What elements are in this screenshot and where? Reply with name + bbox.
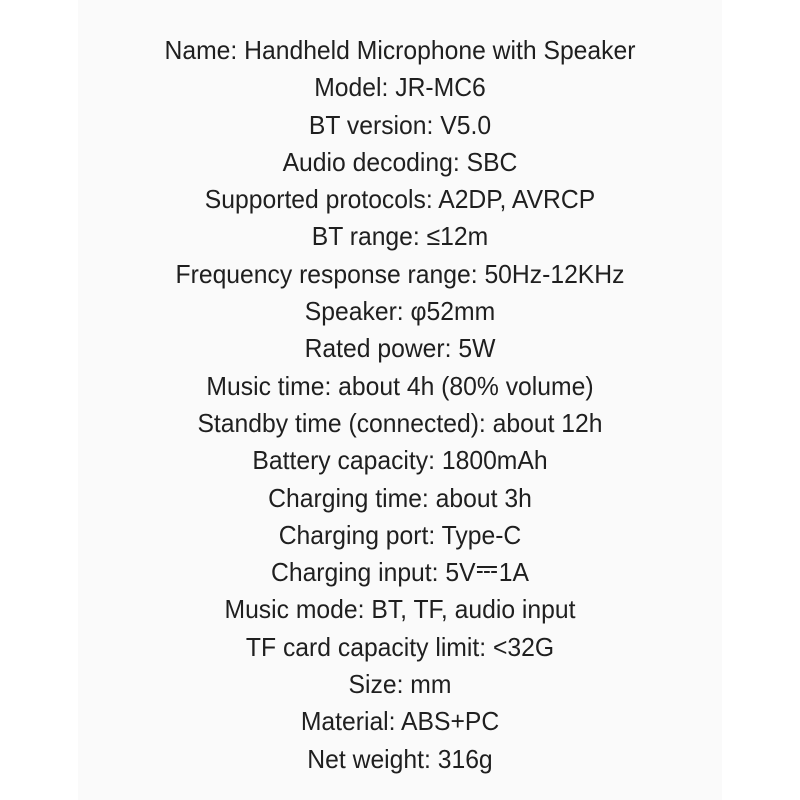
spec-line: Standby time (connected): about 12h [197, 407, 603, 438]
spec-line: Rated power: 5W [304, 333, 496, 364]
spec-line: Music mode: BT, TF, audio input [224, 594, 576, 625]
spec-sheet-panel [78, 0, 722, 800]
spec-line: BT range: ≤12m [311, 221, 489, 252]
spec-line: Supported protocols: A2DP, AVRCP [204, 184, 596, 215]
spec-line: Speaker: φ52mm [304, 296, 496, 327]
spec-line: BT version: V5.0 [308, 109, 492, 140]
spec-line: Charging input: 5V 1A [270, 557, 530, 588]
spec-line: Charging time: about 3h [268, 482, 532, 513]
spec-line: Battery capacity: 1800mAh [252, 445, 548, 476]
spec-line: TF card capacity limit: <32G [245, 631, 555, 662]
spec-line: Model: JR-MC6 [314, 72, 486, 103]
spec-line: Name: Handheld Microphone with Speaker [164, 35, 636, 65]
spec-line: Frequency response range: 50Hz-12KHz [175, 258, 625, 289]
spec-line: Music time: about 4h (80% volume) [206, 370, 594, 401]
spec-line: Size: mm [348, 669, 452, 700]
spec-list [78, 32, 722, 778]
spec-line: Audio decoding: SBC [282, 146, 518, 177]
spec-line: Material: ABS+PC [300, 706, 500, 737]
dc-power-symbol-icon [477, 566, 497, 577]
spec-line: Charging port: Type-C [278, 519, 522, 550]
spec-line: Net weight: 316g [307, 743, 493, 774]
